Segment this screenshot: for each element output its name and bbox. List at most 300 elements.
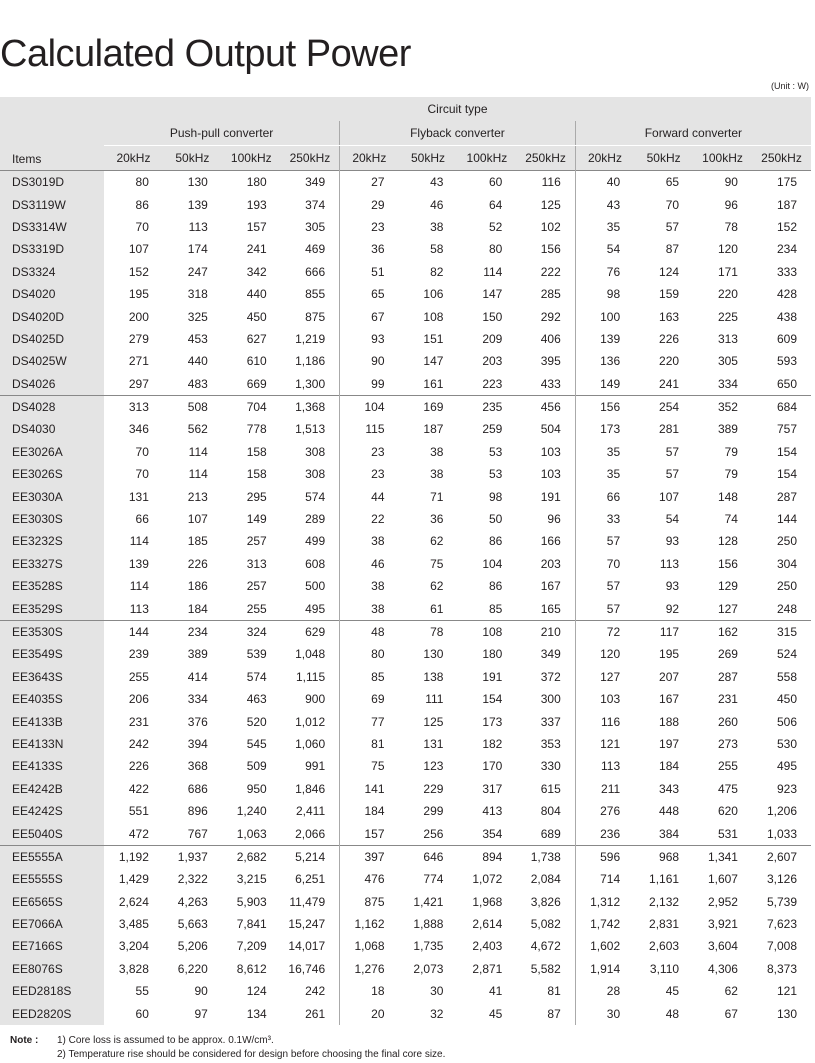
- value-cell: 1,048: [295, 647, 326, 662]
- value-cell: 1,738: [516, 845, 575, 868]
- value-cell: 608: [305, 556, 326, 571]
- value-cell: 281: [659, 422, 680, 437]
- table-row: [0, 778, 811, 800]
- item-cell: EE3529S: [0, 597, 104, 620]
- value-cell: 144: [776, 512, 797, 527]
- value-cell: 574: [246, 669, 267, 684]
- value-cell: 297: [128, 376, 149, 391]
- value-cell: 171: [717, 264, 738, 279]
- value-cell: 950: [246, 781, 267, 796]
- value-cell: 93: [340, 328, 399, 350]
- value-cell: 242: [305, 984, 326, 999]
- value-cell: 508: [163, 395, 222, 418]
- value-cell: 7,841: [236, 917, 267, 932]
- value-cell: 157: [340, 822, 399, 845]
- value-cell: 127: [575, 666, 634, 688]
- table-row: [0, 800, 811, 822]
- value-cell: 389: [717, 422, 738, 437]
- value-cell: 130: [163, 171, 222, 194]
- value-cell: 128: [717, 534, 738, 549]
- value-cell: 2,403: [472, 939, 503, 954]
- freq-header: 100kHz: [693, 146, 752, 171]
- item-cell: DS3324: [0, 261, 104, 283]
- value-cell: 1,115: [295, 669, 326, 684]
- value-cell: 200: [128, 309, 149, 324]
- value-cell: 4,306: [707, 961, 738, 976]
- value-cell: 67: [724, 1006, 738, 1021]
- value-cell: 650: [776, 376, 797, 391]
- value-cell: 57: [575, 575, 634, 597]
- value-cell: 77: [340, 710, 399, 732]
- value-cell: 69: [340, 688, 399, 710]
- value-cell: 22: [340, 508, 399, 530]
- value-cell: 308: [305, 467, 326, 482]
- value-cell: 114: [188, 467, 208, 482]
- value-cell: 163: [659, 309, 680, 324]
- value-cell: 45: [488, 1006, 503, 1021]
- value-cell: 120: [575, 643, 634, 665]
- value-cell: 524: [776, 647, 797, 662]
- value-cell: 2,132: [649, 894, 680, 909]
- value-cell: 226: [659, 331, 680, 346]
- value-cell: 1,602: [575, 935, 634, 957]
- value-cell: 349: [281, 171, 340, 194]
- value-cell: 337: [540, 714, 561, 729]
- value-cell: 308: [305, 444, 326, 459]
- value-cell: 1,607: [707, 872, 738, 887]
- value-cell: 184: [659, 759, 680, 774]
- item-cell: DS4025D: [0, 328, 104, 350]
- item-cell: EE4242B: [0, 778, 104, 800]
- value-cell: 131: [128, 489, 149, 504]
- value-cell: 255: [246, 601, 267, 616]
- value-cell: 70: [575, 553, 634, 575]
- value-cell: 315: [752, 620, 811, 643]
- value-cell: 1,033: [766, 826, 797, 841]
- table-row: [0, 238, 811, 260]
- value-cell: 289: [305, 512, 326, 527]
- value-cell: 157: [246, 219, 267, 234]
- value-cell: 124: [659, 264, 680, 279]
- value-cell: 239: [128, 647, 149, 662]
- note-label: Note :: [10, 1035, 39, 1046]
- value-cell: 154: [776, 444, 797, 459]
- table-row: [0, 395, 811, 418]
- value-cell: 1,206: [766, 804, 797, 819]
- unit-label: (Unit : W): [771, 81, 809, 91]
- value-cell: 2,682: [222, 845, 281, 868]
- item-cell: DS4030: [0, 418, 104, 440]
- value-cell: 558: [776, 669, 797, 684]
- note-line-2: 2) Temperature rise should be considered for design before choosing the final core size.: [57, 1049, 446, 1060]
- value-cell: 7,623: [766, 917, 797, 932]
- value-cell: 1,968: [472, 894, 503, 909]
- value-cell: 36: [430, 512, 444, 527]
- table-row: [0, 193, 811, 215]
- value-cell: 32: [430, 1006, 444, 1021]
- items-header: Items: [0, 97, 104, 171]
- value-cell: 107: [187, 512, 208, 527]
- value-cell: 75: [340, 755, 399, 777]
- value-cell: 220: [659, 354, 680, 369]
- value-cell: 2,952: [707, 894, 738, 909]
- value-cell: 120: [717, 242, 738, 257]
- value-cell: 87: [547, 1006, 561, 1021]
- value-cell: 161: [423, 376, 444, 391]
- item-cell: EE3232S: [0, 530, 104, 552]
- value-cell: 226: [187, 556, 208, 571]
- value-cell: 646: [399, 845, 458, 868]
- value-cell: 353: [540, 736, 561, 751]
- value-cell: 46: [340, 553, 399, 575]
- value-cell: 609: [776, 331, 797, 346]
- value-cell: 686: [187, 781, 208, 796]
- value-cell: 167: [540, 579, 561, 594]
- value-cell: 257: [246, 534, 267, 549]
- value-cell: 154: [776, 467, 797, 482]
- table-row: [0, 305, 811, 327]
- value-cell: 333: [776, 264, 797, 279]
- value-cell: 104: [482, 556, 503, 571]
- value-cell: 87: [665, 242, 680, 257]
- value-cell: 260: [717, 714, 738, 729]
- value-cell: 5,663: [177, 917, 208, 932]
- value-cell: 3,921: [707, 917, 738, 932]
- freq-header: 50kHz: [163, 146, 222, 171]
- value-cell: 54: [575, 238, 634, 260]
- value-cell: 3,828: [118, 961, 149, 976]
- value-cell: 318: [187, 287, 208, 302]
- value-cell: 222: [540, 264, 561, 279]
- value-cell: 90: [194, 984, 208, 999]
- value-cell: 141: [340, 778, 399, 800]
- value-cell: 209: [482, 331, 503, 346]
- value-cell: 57: [575, 597, 634, 620]
- value-cell: 627: [246, 331, 267, 346]
- value-cell: 62: [724, 984, 738, 999]
- value-cell: 372: [540, 669, 561, 684]
- value-cell: 23: [340, 441, 399, 463]
- value-cell: 103: [575, 688, 634, 710]
- value-cell: 86: [488, 534, 503, 549]
- value-cell: 85: [488, 601, 503, 616]
- value-cell: 254: [634, 395, 693, 418]
- value-cell: 317: [482, 781, 503, 796]
- value-cell: 354: [482, 826, 503, 841]
- value-cell: 1,192: [104, 845, 163, 868]
- table-row: [0, 328, 811, 350]
- value-cell: 52: [488, 219, 503, 234]
- table-row: [0, 283, 811, 305]
- item-cell: DS4020D: [0, 305, 104, 327]
- value-cell: 82: [430, 264, 444, 279]
- value-cell: 234: [776, 242, 797, 257]
- value-cell: 6,251: [295, 872, 326, 887]
- value-cell: 349: [540, 647, 561, 662]
- value-cell: 669: [246, 376, 267, 391]
- value-cell: 684: [752, 395, 811, 418]
- value-cell: 113: [129, 601, 149, 616]
- value-cell: 57: [665, 467, 680, 482]
- value-cell: 107: [128, 242, 149, 257]
- value-cell: 114: [483, 264, 503, 279]
- value-cell: 129: [717, 579, 738, 594]
- value-cell: 334: [717, 376, 738, 391]
- value-cell: 151: [423, 331, 444, 346]
- value-cell: 35: [575, 216, 634, 238]
- value-cell: 352: [693, 395, 752, 418]
- value-cell: 139: [187, 197, 208, 212]
- value-cell: 152: [776, 219, 797, 234]
- value-cell: 29: [340, 193, 399, 215]
- value-cell: 156: [540, 242, 561, 257]
- value-cell: 80: [104, 171, 163, 194]
- value-cell: 38: [340, 530, 399, 552]
- value-cell: 804: [540, 804, 561, 819]
- value-cell: 2,624: [118, 894, 149, 909]
- value-cell: 8,373: [766, 961, 797, 976]
- item-cell: EE5555A: [0, 845, 104, 868]
- value-cell: 894: [457, 845, 516, 868]
- value-cell: 241: [246, 242, 267, 257]
- value-cell: 175: [752, 171, 811, 194]
- value-cell: 1,937: [163, 845, 222, 868]
- circuit-type-header: Circuit type: [104, 97, 811, 121]
- item-cell: EE7166S: [0, 935, 104, 957]
- value-cell: 149: [246, 512, 267, 527]
- value-cell: 875: [305, 309, 326, 324]
- value-cell: 186: [187, 579, 208, 594]
- value-cell: 504: [540, 422, 561, 437]
- value-cell: 36: [340, 238, 399, 260]
- value-cell: 531: [717, 826, 738, 841]
- group-header-flyback: Flyback converter: [340, 121, 576, 146]
- table-row: [0, 216, 811, 238]
- value-cell: 130: [776, 1006, 797, 1021]
- value-cell: 80: [488, 242, 503, 257]
- value-cell: 108: [423, 309, 444, 324]
- value-cell: 476: [340, 868, 399, 890]
- table-row: [0, 485, 811, 507]
- value-cell: 3,215: [236, 872, 267, 887]
- value-cell: 113: [659, 556, 680, 571]
- value-cell: 229: [423, 781, 444, 796]
- value-cell: 2,322: [177, 872, 208, 887]
- value-cell: 11,479: [289, 894, 326, 909]
- value-cell: 90: [693, 171, 752, 194]
- output-power-table: [0, 97, 811, 1025]
- value-cell: 206: [128, 692, 149, 707]
- value-cell: 30: [575, 1002, 634, 1024]
- value-cell: 104: [340, 395, 399, 418]
- value-cell: 210: [516, 620, 575, 643]
- freq-header: 20kHz: [104, 146, 163, 171]
- value-cell: 173: [482, 714, 503, 729]
- value-cell: 1,914: [575, 958, 634, 980]
- value-cell: 463: [246, 692, 267, 707]
- value-cell: 15,247: [288, 917, 326, 932]
- value-cell: 250: [776, 534, 797, 549]
- value-cell: 495: [305, 601, 326, 616]
- value-cell: 287: [717, 669, 738, 684]
- value-cell: 43: [399, 171, 458, 194]
- freq-header: 250kHz: [752, 146, 811, 171]
- value-cell: 43: [575, 193, 634, 215]
- note-line-1: 1) Core loss is assumed to be approx. 0.1W/cm³.: [57, 1035, 274, 1046]
- freq-header: 250kHz: [516, 146, 575, 171]
- value-cell: 1,300: [295, 376, 326, 391]
- value-cell: 18: [340, 980, 399, 1002]
- value-cell: 96: [547, 512, 561, 527]
- value-cell: 65: [634, 171, 693, 194]
- value-cell: 116: [575, 710, 634, 732]
- value-cell: 1,312: [575, 891, 634, 913]
- value-cell: 86: [488, 579, 503, 594]
- item-cell: EE4133B: [0, 710, 104, 732]
- value-cell: 469: [305, 242, 326, 257]
- value-cell: 422: [128, 781, 149, 796]
- freq-header: 50kHz: [399, 146, 458, 171]
- value-cell: 261: [305, 1006, 326, 1021]
- value-cell: 66: [135, 512, 149, 527]
- value-cell: 235: [457, 395, 516, 418]
- value-cell: 520: [246, 714, 267, 729]
- value-cell: 1,060: [295, 736, 326, 751]
- item-cell: EE5040S: [0, 822, 104, 845]
- value-cell: 41: [488, 984, 503, 999]
- value-cell: 1,276: [340, 958, 399, 980]
- table-row: [0, 373, 811, 396]
- value-cell: 896: [187, 804, 208, 819]
- value-cell: 259: [482, 422, 503, 437]
- value-cell: 188: [659, 714, 680, 729]
- table-row: [0, 980, 811, 1002]
- value-cell: 495: [776, 759, 797, 774]
- value-cell: 150: [482, 309, 503, 324]
- value-cell: 255: [128, 669, 149, 684]
- value-cell: 131: [423, 736, 444, 751]
- value-cell: 35: [575, 441, 634, 463]
- item-cell: DS3319D: [0, 238, 104, 260]
- value-cell: 64: [488, 197, 503, 212]
- value-cell: 5,082: [530, 917, 561, 932]
- value-cell: 269: [717, 647, 738, 662]
- value-cell: 114: [188, 444, 208, 459]
- value-cell: 483: [187, 376, 208, 391]
- value-cell: 139: [128, 556, 149, 571]
- value-cell: 551: [128, 804, 149, 819]
- value-cell: 343: [659, 781, 680, 796]
- value-cell: 1,421: [413, 894, 444, 909]
- value-cell: 2,603: [649, 939, 680, 954]
- value-cell: 80: [340, 643, 399, 665]
- value-cell: 3,826: [530, 894, 561, 909]
- value-cell: 313: [104, 395, 163, 418]
- item-cell: EE3327S: [0, 553, 104, 575]
- value-cell: 98: [488, 489, 503, 504]
- value-cell: 28: [575, 980, 634, 1002]
- value-cell: 299: [423, 804, 444, 819]
- table-row: [0, 441, 811, 463]
- value-cell: 97: [194, 1006, 208, 1021]
- value-cell: 593: [776, 354, 797, 369]
- value-cell: 38: [430, 219, 444, 234]
- value-cell: 7,209: [236, 939, 267, 954]
- item-cell: EED2820S: [0, 1002, 104, 1024]
- value-cell: 2,831: [649, 917, 680, 932]
- item-cell: EE4133N: [0, 733, 104, 755]
- value-cell: 394: [187, 736, 208, 751]
- value-cell: 223: [482, 376, 503, 391]
- value-cell: 1,161: [649, 872, 680, 887]
- value-cell: 406: [540, 331, 561, 346]
- value-cell: 124: [246, 984, 267, 999]
- value-cell: 620: [717, 804, 738, 819]
- value-cell: 78: [399, 620, 458, 643]
- value-cell: 2,871: [472, 961, 503, 976]
- table-row: [0, 530, 811, 552]
- value-cell: 114: [129, 579, 149, 594]
- table-row: [0, 418, 811, 440]
- group-header-forward: Forward converter: [575, 121, 811, 146]
- value-cell: 257: [246, 579, 267, 594]
- table-row: [0, 958, 811, 980]
- value-cell: 472: [128, 826, 149, 841]
- item-cell: EE3026A: [0, 441, 104, 463]
- item-cell: EE4133S: [0, 755, 104, 777]
- value-cell: 166: [540, 534, 561, 549]
- value-cell: 450: [776, 692, 797, 707]
- value-cell: 666: [305, 264, 326, 279]
- value-cell: 855: [305, 287, 326, 302]
- item-cell: EE7066A: [0, 913, 104, 935]
- value-cell: 93: [665, 579, 680, 594]
- value-cell: 2,614: [472, 917, 503, 932]
- value-cell: 376: [187, 714, 208, 729]
- value-cell: 79: [724, 467, 738, 482]
- value-cell: 130: [423, 647, 444, 662]
- table-row: [0, 171, 811, 194]
- value-cell: 114: [129, 534, 149, 549]
- value-cell: 191: [540, 489, 561, 504]
- value-cell: 20: [340, 1002, 399, 1024]
- value-cell: 211: [575, 778, 634, 800]
- value-cell: 165: [540, 601, 561, 616]
- value-cell: 70: [135, 219, 149, 234]
- value-cell: 92: [665, 601, 680, 616]
- item-cell: EE5555S: [0, 868, 104, 890]
- item-cell: EE4242S: [0, 800, 104, 822]
- value-cell: 27: [340, 171, 399, 194]
- value-cell: 8,612: [236, 961, 267, 976]
- value-cell: 226: [128, 759, 149, 774]
- value-cell: 71: [430, 489, 444, 504]
- value-cell: 74: [724, 512, 738, 527]
- value-cell: 100: [575, 305, 634, 327]
- value-cell: 539: [246, 647, 267, 662]
- value-cell: 428: [776, 287, 797, 302]
- value-cell: 187: [423, 422, 444, 437]
- table-row: [0, 822, 811, 845]
- value-cell: 900: [305, 692, 326, 707]
- value-cell: 342: [246, 264, 267, 279]
- value-cell: 397: [340, 845, 399, 868]
- value-cell: 440: [246, 287, 267, 302]
- table-row: [0, 688, 811, 710]
- value-cell: 506: [776, 714, 797, 729]
- value-cell: 271: [128, 354, 149, 369]
- value-cell: 220: [717, 287, 738, 302]
